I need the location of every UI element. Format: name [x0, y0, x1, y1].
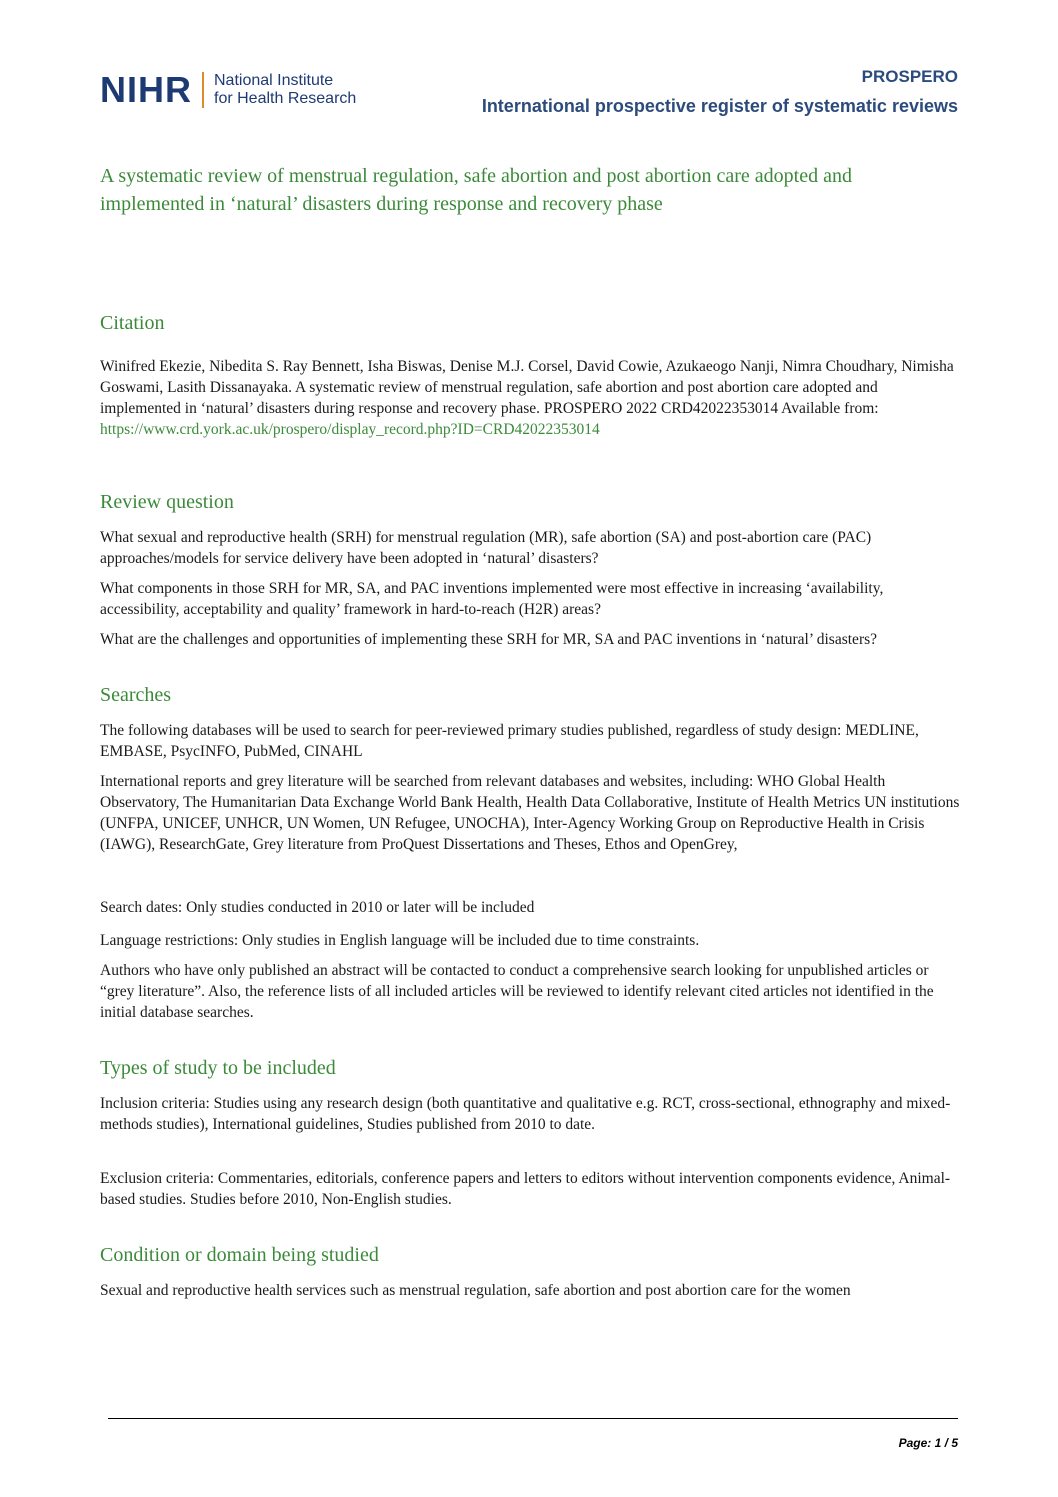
logo-mark: NIHR [100, 69, 192, 110]
nihr-logo [100, 69, 357, 110]
footer-divider [108, 1418, 958, 1419]
citation-link[interactable]: https://www.crd.york.ac.uk/prospero/display_record.php?ID=CRD42022353014 [100, 421, 600, 438]
types-of-study-heading: Types of study to be included [100, 1057, 336, 1079]
page-header [0, 0, 1058, 130]
review-question-paragraph: What are the challenges and opportunities of implementing these SRH for MR, SA and PAC inventions in ‘natural’ disasters? [100, 631, 878, 648]
register-subtitle: International prospective register of systematic reviews [481, 96, 958, 116]
citation-body: Winifred Ekezie, Nibedita S. Ray Bennett, Isha Biswas, Denise M.J. Corsel, David Cowie, Azukaeogo Nanji, Nimra Choudhary, Nimisha Goswami, Lasith Dissanayaka. A systematic review of menstrual regulation, safe abortion and post abortion care adopted and implemented in ‘natural’ disasters during response and recovery phase. PROSPERO 2022 CRD42022353014 Available from: [100, 358, 954, 417]
logo-text [214, 72, 356, 108]
condition-heading: Condition or domain being studied [100, 1244, 379, 1266]
types-of-study-paragraph: Inclusion criteria: Studies using any research design (both quantitative and qualitative e.g. RCT, cross-sectional, ethnography and mixed-methods studies), International guidelines, Studies published from 2010 to date. [100, 1095, 951, 1133]
document-body [100, 162, 960, 1301]
citation-heading: Citation [100, 312, 165, 334]
searches-paragraph: Search dates: Only studies conducted in 2010 or later will be included [100, 899, 535, 916]
citation-text [100, 356, 960, 440]
page-number: Page: 1 / 5 [898, 1436, 958, 1450]
logo-divider [202, 72, 204, 108]
searches-paragraph: Language restrictions: Only studies in English language will be included due to time constraints. [100, 932, 700, 949]
review-question-paragraph: What components in those SRH for MR, SA, and PAC inventions implemented were most effective in increasing ‘availability, accessibility, acceptability and quality’ framework in hard-to-reach (H2R) areas? [100, 580, 884, 618]
searches-heading: Searches [100, 684, 172, 706]
title-line-2: implemented in ‘natural’ disasters during response and recovery phase [100, 193, 663, 215]
searches-paragraph: Authors who have only published an abstract will be contacted to conduct a comprehensive search looking for unpublished articles or “grey literature”. Also, the reference lists of all included articles will be reviewed to identify relevant cited articles not identified in the initial database searches. [100, 962, 934, 1021]
searches-paragraph: The following databases will be used to search for peer-reviewed primary studies published, regardless of study design: MEDLINE, EMBASE, PsycINFO, PubMed, CINAHL [100, 722, 919, 760]
types-of-study-paragraph: Exclusion criteria: Commentaries, editorials, conference papers and letters to editors without intervention components evidence, Animal-based studies. Studies before 2010, Non-English studies. [100, 1170, 951, 1208]
review-question-paragraph: What sexual and reproductive health (SRH) for menstrual regulation (MR), safe abortion (SA) and post-abortion care (PAC) approaches/models for service delivery have been adopted in ‘natural’ disasters? [100, 529, 872, 567]
logo-line-2: for Health Research [214, 90, 357, 107]
logo-line-1: National Institute [214, 72, 334, 89]
title-line-1: A systematic review of menstrual regulation, safe abortion and post abortion care adopted and [100, 165, 852, 187]
document-title [100, 162, 960, 218]
register-heading [482, 66, 958, 120]
condition-paragraph: Sexual and reproductive health services such as menstrual regulation, safe abortion and post abortion care for the women [100, 1282, 851, 1299]
review-question-heading: Review question [100, 491, 234, 513]
register-name: PROSPERO [861, 67, 958, 86]
searches-paragraph: International reports and grey literature will be searched from relevant databases and websites, including: WHO Global Health Observatory, The Humanitarian Data Exchange World Bank Health, Health Data Collaborative, Institute of Health Metrics UN institutions (UNFPA, UNICEF, UNHCR, UN Women, UN Refugee, UNOCHA), Inter-Agency Working Group on Reproductive Health in Crisis (IAWG), ResearchGate, Grey literature from ProQuest Dissertations and Theses, Ethos and OpenGrey, [100, 773, 960, 853]
